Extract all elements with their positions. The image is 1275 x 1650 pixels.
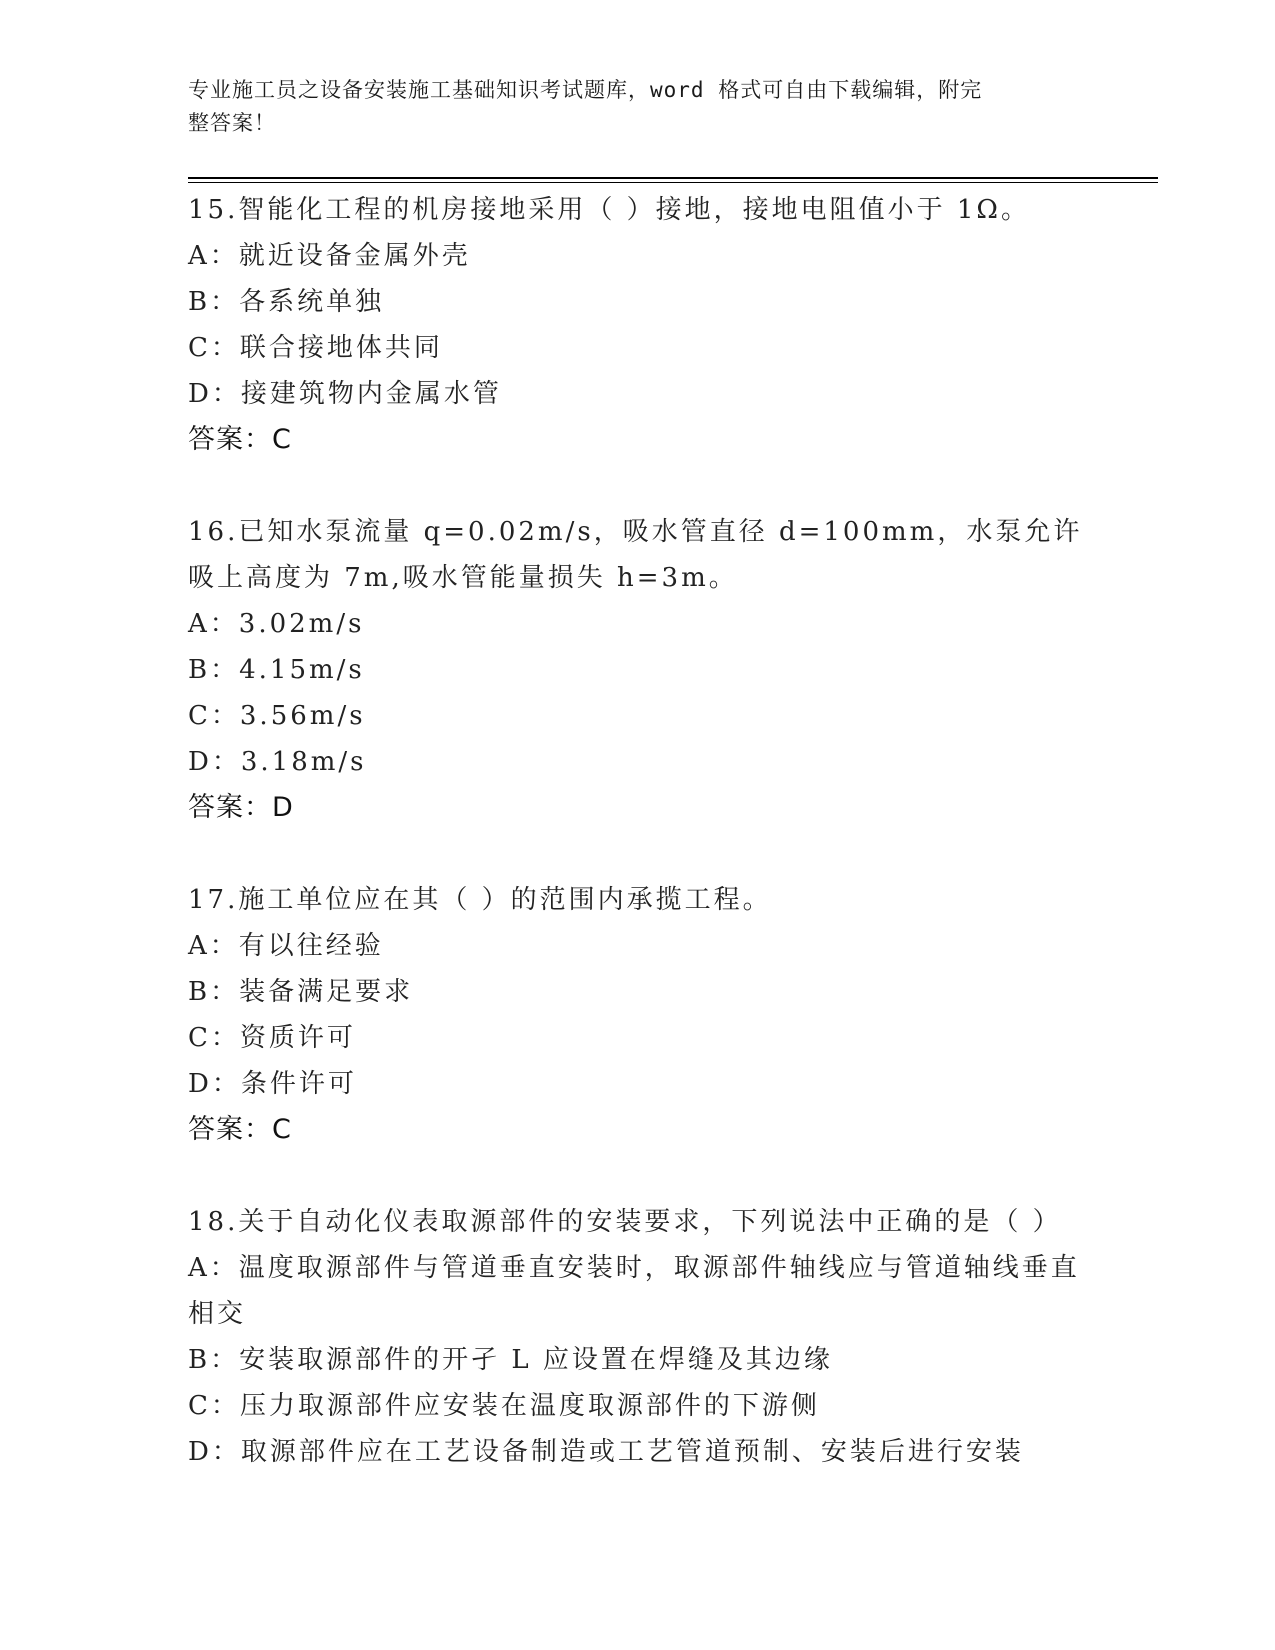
option-b: B：4.15m/s bbox=[188, 655, 365, 685]
answer-label: 答案：D bbox=[188, 792, 294, 823]
option-d: D：条件许可 bbox=[188, 1069, 357, 1099]
option-b: B：各系统单独 bbox=[188, 287, 385, 317]
option-c: C：压力取源部件应安装在温度取源部件的下游侧 bbox=[188, 1391, 820, 1421]
option-c: C：3.56m/s bbox=[188, 701, 366, 731]
question-stem: 15.智能化工程的机房接地采用（ ）接地，接地电阻值小于 1Ω。 bbox=[188, 195, 1030, 225]
option-c: C：联合接地体共同 bbox=[188, 333, 443, 363]
question-stem: 17.施工单位应在其（ ）的范围内承揽工程。 bbox=[188, 885, 772, 915]
header-line-2: 整答案！ bbox=[188, 111, 276, 135]
header-line-1: 专业施工员之设备安装施工基础知识考试题库，word 格式可自由下载编辑，附完 bbox=[188, 78, 983, 102]
spacer bbox=[188, 1153, 1088, 1199]
spacer bbox=[188, 831, 1088, 877]
question-17 bbox=[188, 877, 1088, 1153]
option-a: A：温度取源部件与管道垂直安装时，取源部件轴线应与管道轴线垂直相交 bbox=[188, 1253, 1080, 1329]
option-c: C：资质许可 bbox=[188, 1023, 356, 1053]
question-15 bbox=[188, 187, 1088, 463]
document-header bbox=[188, 74, 1068, 140]
answer-label: 答案：C bbox=[188, 424, 292, 455]
option-d: D：3.18m/s bbox=[188, 747, 367, 777]
option-a: A：有以往经验 bbox=[188, 931, 384, 961]
option-b: B：装备满足要求 bbox=[188, 977, 414, 1007]
question-16 bbox=[188, 509, 1088, 831]
answer-label: 答案：C bbox=[188, 1114, 292, 1145]
option-a: A：3.02m/s bbox=[188, 609, 365, 639]
option-b: B：安装取源部件的开孑 L 应设置在焊缝及其边缘 bbox=[188, 1345, 833, 1375]
option-d: D：接建筑物内金属水管 bbox=[188, 379, 502, 409]
header-divider-thick bbox=[188, 177, 1158, 179]
question-stem: 16.已知水泵流量 q=0.02m/s，吸水管直径 d=100mm，水泵允许吸上高度为 7m,吸水管能量损失 h=3m。 bbox=[188, 517, 1083, 593]
option-a: A：就近设备金属外壳 bbox=[188, 241, 471, 271]
question-stem: 18.关于自动化仪表取源部件的安装要求，下列说法中正确的是（ ） bbox=[188, 1207, 1062, 1237]
option-d: D：取源部件应在工艺设备制造或工艺管道预制、安装后进行安装 bbox=[188, 1437, 1024, 1467]
header-divider-thin bbox=[188, 182, 1158, 183]
spacer bbox=[188, 463, 1088, 509]
question-18 bbox=[188, 1199, 1088, 1475]
question-list bbox=[188, 187, 1088, 1475]
